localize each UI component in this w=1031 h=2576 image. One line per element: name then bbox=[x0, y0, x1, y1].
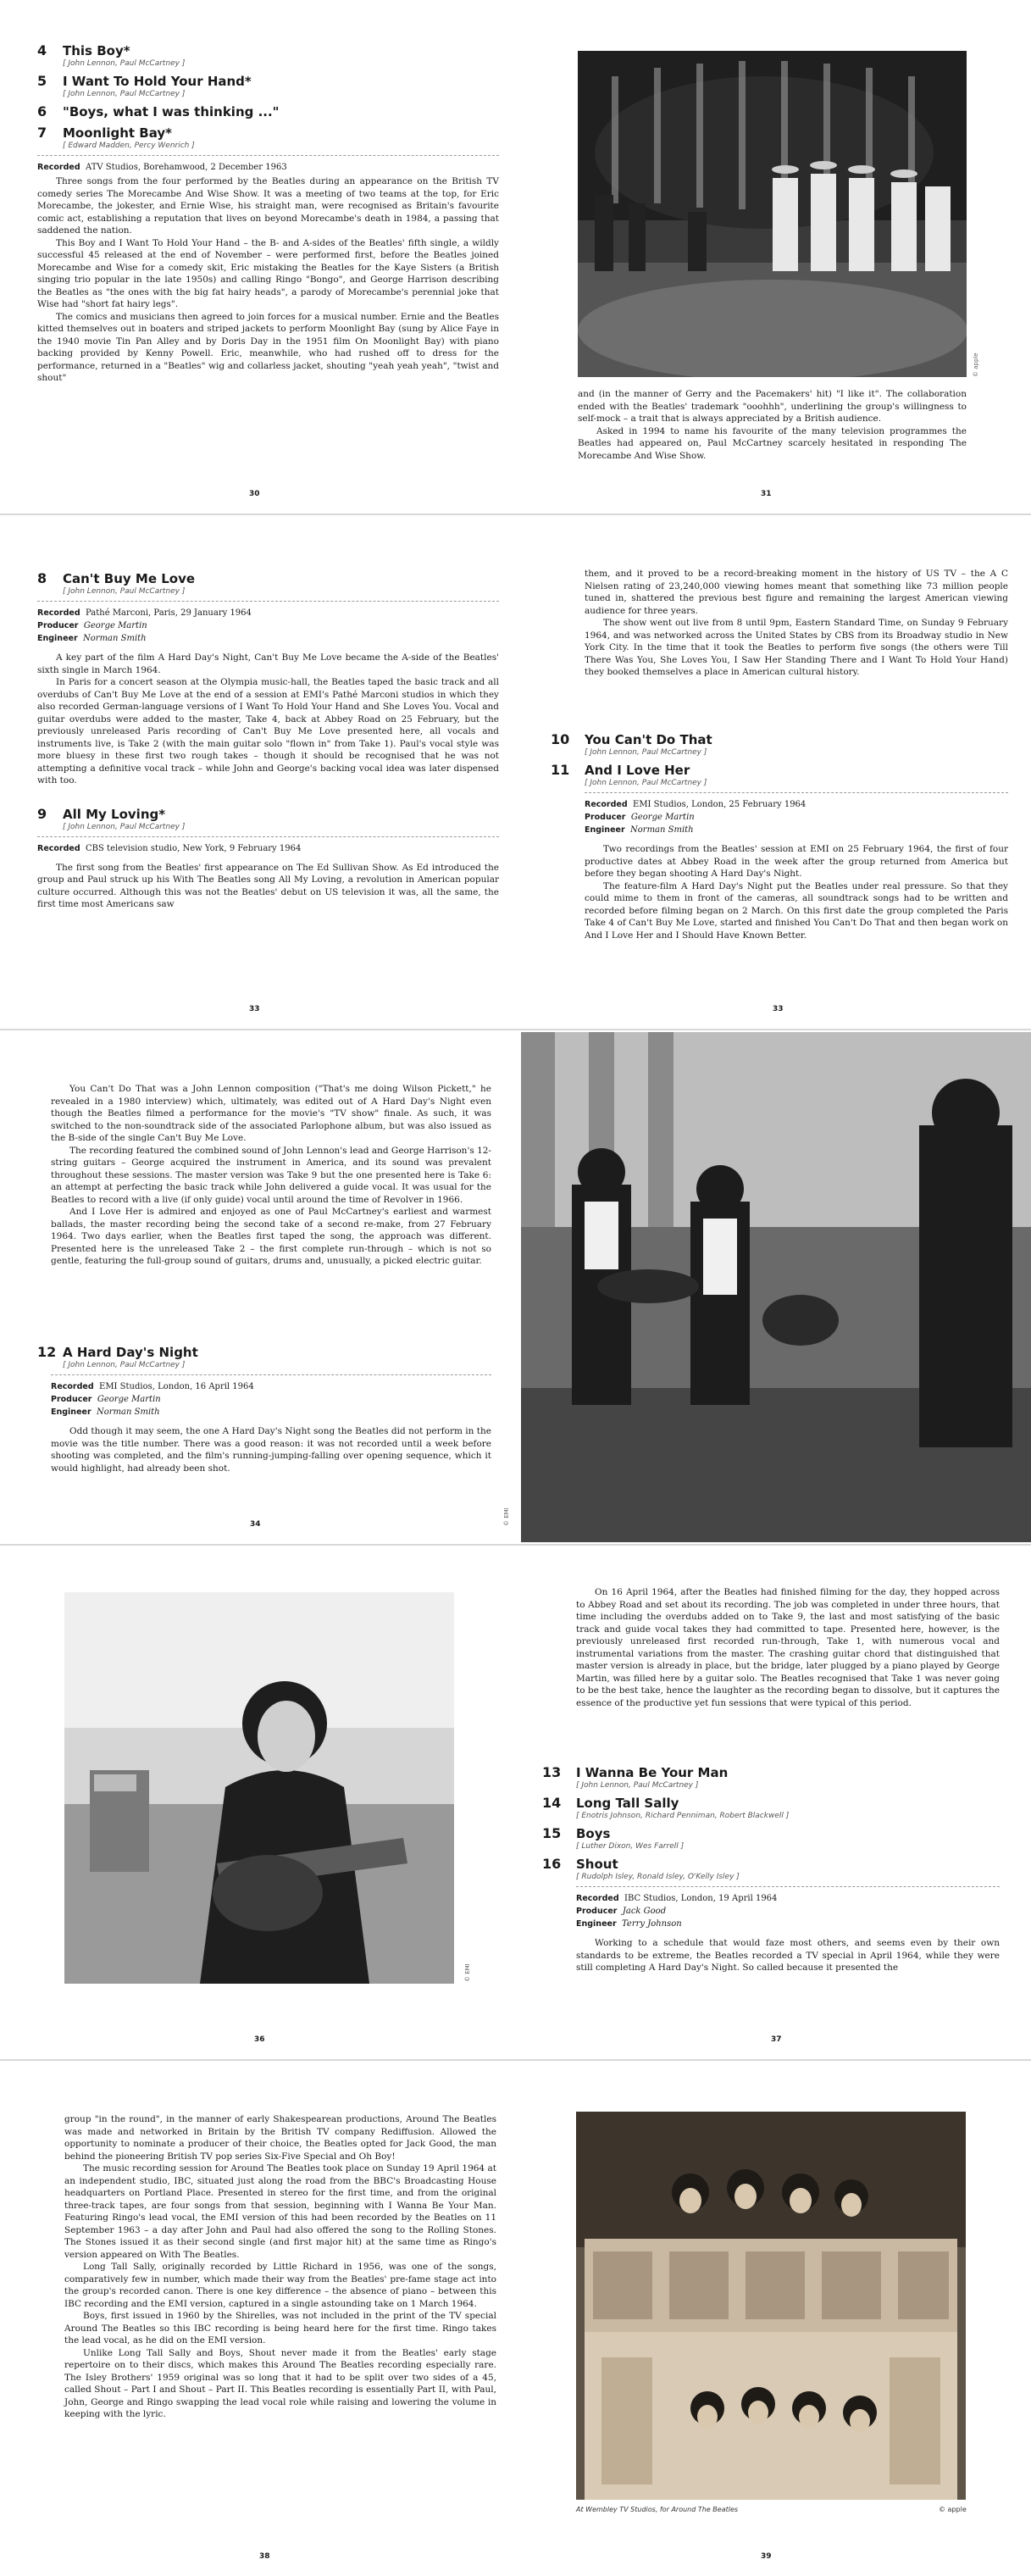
recording-meta bbox=[37, 842, 499, 855]
track-item bbox=[37, 73, 499, 98]
page-32 bbox=[37, 515, 499, 1029]
track-number: 13 bbox=[542, 1764, 562, 1780]
track-number: 15 bbox=[542, 1825, 562, 1841]
meta-value: Norman Smith bbox=[83, 634, 147, 643]
track-credit: [ Luther Dixon, Wes Farrell ] bbox=[576, 1842, 685, 1851]
track-item bbox=[542, 1825, 1000, 1851]
body-text bbox=[578, 388, 967, 462]
track-8 bbox=[37, 570, 499, 596]
meta-value: Pathé Marconi, Paris, 29 January 1964 bbox=[86, 608, 252, 618]
meta-line bbox=[576, 1892, 1000, 1905]
meta-line bbox=[37, 842, 499, 855]
track-title: Can't Buy Me Love bbox=[63, 571, 196, 586]
meta-line bbox=[585, 811, 1008, 824]
meta-value: CBS television studio, New York, 9 February 1964 bbox=[86, 843, 302, 853]
meta-value: EMI Studios, London, 25 February 1964 bbox=[633, 800, 807, 809]
track-title: Shout bbox=[576, 1857, 618, 1872]
paragraph: The first song from the Beatles' first appearance on The Ed Sullivan Show. As Ed introduced the group and Paul struck up his With The Beatles song All My Loving, a revolution in American popular culture occurred. Although this was not the Beatles' debut on US television it was, all the same, the first time most Americans saw bbox=[37, 862, 499, 909]
track-11 bbox=[551, 762, 1008, 787]
meta-value: Terry Johnson bbox=[622, 1919, 682, 1929]
track-credit: [ John Lennon, Paul McCartney ] bbox=[63, 90, 186, 98]
paragraph: Boys, first issued in 1960 by the Shirelles, was not included in the print of the TV special Around The Beatles so this IBC recording is being heard here for the first time. Ringo takes the lead vocal, as he did on the EMI version. bbox=[64, 2311, 496, 2346]
recording-meta bbox=[37, 607, 499, 645]
body-text bbox=[51, 1083, 491, 1268]
meta-line bbox=[585, 824, 1008, 836]
paragraph: group "in the round", in the manner of early Shakespearean productions, Around The Beatles was made and networked in Britain by the British TV company Rediffusion. Allowed the opportunity to nominate a producer of their choice, the Beatles opted for Jack Good, the man behind the pioneering British TV pop series Six-Five Special and Oh Boy! bbox=[64, 2114, 496, 2162]
paragraph: On 16 April 1964, after the Beatles had finished filming for the day, they hopped across to Abbey Road and set about its recording. The job was completed in under three hours, that time including the overdubs added on to Take 9, the last and most satisfying of the basic track and guide vocal takes they had committed to tape. Presented here, however, is the previously unreleased first recorded run-through, Take 1, with numerous vocal and instrumental variations from the master. The crashing guitar chord that distinguished that master version is already in place, but the bridge, later plugged by a piano played by George Martin, was filled here by a guitar solo. The Beatles recognised that Take 1 was never going to be the best take, hence the laughter as the recording began to dissolve, but it captures the essence of the productive yet fun sessions that were typical of this period. bbox=[576, 1587, 1000, 1708]
body-text bbox=[51, 1425, 491, 1474]
meta-value: Norman Smith bbox=[97, 1407, 160, 1417]
track-credit: [ John Lennon, Paul McCartney ] bbox=[576, 1781, 699, 1790]
track-title: This Boy* bbox=[63, 43, 130, 58]
track-number: 11 bbox=[551, 762, 570, 778]
spread-pages-32-33 bbox=[0, 515, 1031, 1030]
track-10 bbox=[551, 731, 1008, 757]
photo-credit: © EMI bbox=[503, 1507, 510, 1526]
track-item bbox=[37, 103, 499, 119]
recording-meta bbox=[51, 1380, 491, 1418]
meta-value: EMI Studios, London, 16 April 1964 bbox=[99, 1382, 254, 1391]
track-title: And I Love Her bbox=[585, 763, 690, 778]
track-credit: [ John Lennon, Paul McCartney ] bbox=[63, 59, 186, 68]
paragraph: The show went out live from 8 until 9pm, Eastern Standard Time, on Sunday 9 February 1964, and was networked across the United States by CBS from its Broadway studio in New York City. In the time that it took the Beatles to perform five songs (the others were Till There Was You, She Loves You, I Saw Her Standing There and I Want To Hold Your Hand) they booked themselves a place in American cultural history. bbox=[585, 618, 1008, 677]
paragraph: them, and it proved to be a record-breaking moment in the history of US TV – the A C Nielsen rating of 23,240,000 viewing homes meant that something like 73 million people tuned in, shattered the previous best figure and remaining the largest American viewing audience for three years. bbox=[585, 569, 1008, 616]
meta-value: Jack Good bbox=[622, 1907, 667, 1916]
body-text bbox=[64, 2113, 496, 2421]
paragraph: The comics and musicians then agreed to join forces for a musical number. Ernie and the Beatles kitted themselves out in boaters and striped jackets to perform Moonlight Bay (sung by Alice Faye in the 1940 movie Tin Pan Alley and by Doris Day in the 1951 film On Moonlight Bay) with piano backing provided by Kenny Powell. Eric, meanwhile, who had rushed off to dress for the performance, returned in a "Beatles" wig and collarless jacket, shouting "yeah yeah yeah", "twist and shout" bbox=[37, 311, 499, 383]
page-38 bbox=[64, 2061, 505, 2576]
recording-meta bbox=[585, 798, 1008, 836]
recording-meta: Recorded ATV Studios, Borehamwood, 2 December 1963 bbox=[37, 163, 287, 172]
track-credit: [ Enotris Johnson, Richard Penniman, Robert Blackwell ] bbox=[576, 1812, 790, 1820]
page-36 bbox=[0, 1546, 515, 2059]
track-title: A Hard Day's Night bbox=[63, 1345, 198, 1360]
track-credit: [ John Lennon, Paul McCartney ] bbox=[585, 779, 707, 787]
stage-photo-illustration bbox=[578, 51, 967, 377]
meta-label: Recorded bbox=[51, 1382, 94, 1391]
track-credit: [ John Lennon, Paul McCartney ] bbox=[585, 748, 707, 757]
track-title: I Wanna Be Your Man bbox=[576, 1765, 729, 1780]
meta-label: Producer bbox=[585, 813, 626, 822]
meta-label: Recorded bbox=[585, 800, 628, 809]
track-title: "Boys, what I was thinking ..." bbox=[63, 104, 280, 119]
body-text bbox=[585, 568, 1008, 679]
photo-beatles-morecambe-wise bbox=[578, 51, 967, 377]
spread-pages-36-37 bbox=[0, 1546, 1031, 2061]
meta-line bbox=[576, 1918, 1000, 1930]
track-item bbox=[37, 42, 499, 68]
paragraph: Odd though it may seem, the one A Hard Day's Night song the Beatles did not perform in the movie was the title number. There was a good reason: it was not recorded until a week before shooting was completed, and the film's running-jumping-falling over opening sequence, which it would highlight, had already been shot. bbox=[51, 1426, 491, 1474]
track-list bbox=[542, 1764, 1000, 1881]
body-text bbox=[585, 843, 1008, 941]
photo-credit: © apple bbox=[939, 2506, 967, 2513]
track-12 bbox=[37, 1344, 491, 1369]
track-list bbox=[37, 42, 499, 150]
photo-george-harrison bbox=[64, 1592, 454, 1984]
track-item bbox=[37, 125, 499, 150]
track-credit: [ John Lennon, Paul McCartney ] bbox=[63, 1361, 186, 1369]
track-number: 10 bbox=[551, 731, 570, 747]
paragraph: The feature-film A Hard Day's Night put the Beatles under real pressure. So that they could mime to them in front of the cameras, all soundtrack songs had to be written and recorded before filming began on 2 March. On this first date the group completed the Paris Take 4 of Can't Buy Me Love, started and finished You Can't Do That and then began work on And I Love Her and I Should Have Known Better. bbox=[585, 880, 1008, 941]
meta-line bbox=[51, 1406, 491, 1418]
page-number: 36 bbox=[254, 2035, 265, 2044]
track-title: Moonlight Bay* bbox=[63, 125, 173, 141]
spread-pages-38-39 bbox=[0, 2061, 1031, 2576]
paragraph: Asked in 1994 to name his favourite of the many television programmes the Beatles had appeared on, Paul McCartney scarcely hesitated in responding The Morecambe And Wise Show. bbox=[578, 425, 967, 461]
page-31 bbox=[532, 0, 1031, 514]
body-text bbox=[576, 1937, 1000, 1974]
paragraph: Long Tall Sally, originally recorded by Little Richard in 1956, was one of the songs, comparatively few in number, which made their way from the Beatles' pre-fame stage act into the group's recorded canon. There is one key difference – the absence of piano – between this IBC recording and the EMI version, captured in a single astounding take on 1 March 1964. bbox=[64, 2262, 496, 2309]
track-item bbox=[542, 1795, 1000, 1820]
track-number: 8 bbox=[37, 570, 47, 586]
page-34 bbox=[37, 1030, 500, 1544]
balcony-photo-illustration bbox=[576, 2112, 966, 2500]
studio-photo-illustration bbox=[521, 1032, 1031, 1542]
paragraph: Unlike Long Tall Sally and Boys, Shout never made it from the Beatles' early stage repertoire on to their discs, which makes this Around The Beatles recording especially rare. The Isley Brothers' 1959 original was so long that it had to be split over two sides of a 45, called Shout – Part I and Shout – Part II. This Beatles recording is essentially Part II, with Paul, John, George and Ringo swapping the lead vocal role while raising and lowering the volume in keeping with the lyric. bbox=[64, 2347, 496, 2419]
track-title: Long Tall Sally bbox=[576, 1796, 679, 1811]
track-credit: [ John Lennon, Paul McCartney ] bbox=[63, 587, 186, 596]
meta-label: Producer bbox=[37, 621, 79, 630]
page-33 bbox=[551, 515, 1012, 1029]
page-number: 31 bbox=[761, 490, 772, 498]
meta-value: George Martin bbox=[630, 813, 695, 822]
paragraph: This Boy and I Want To Hold Your Hand – the B- and A-sides of the Beatles' fifth single, a wildly successful 45 released at the end of November – were performed first, before the Beatles joined Morecambe and Wise for a comedy skit, Eric mistaking the Beatles for the Kaye Sisters (a British singing trio popular in the late 1950s) and calling Ringo "Bongo", and George Harrison describing the Beatles as "the ones with the big fat hairy heads", a parody of Morecambe's perennial joke that Wise had "short fat hairy legs". bbox=[37, 237, 499, 309]
meta-label: Producer bbox=[576, 1907, 618, 1916]
paragraph: And I Love Her is admired and enjoyed as one of Paul McCartney's earliest and warmest ballads, the master recording being the second take of a second re-make, from 27 February 1964. Two days earlier, when the Beatles first taped the song, the approach was different. Presented here is the unreleased Take 2 – the first complete run-through – which is not so gentle, featuring the full-group sound of guitars, drums and, unusually, a picked electric guitar. bbox=[51, 1207, 491, 1266]
meta-label: Recorded bbox=[576, 1894, 619, 1903]
track-title: Boys bbox=[576, 1826, 611, 1841]
paragraph: The recording featured the combined sound of John Lennon's lead and George Harrison's 12-string guitars – George acquired the instrument in America, and its sound was prevalent throughout these sessions. The master version was Take 9 but the one presented here is Take 6: an attempt at perfecting the basic track while John delivered a guide vocal. It was usual for the Beatles to record with a live (if only guide) vocal until around the time of Revolver in 1966. bbox=[51, 1145, 491, 1205]
body-text bbox=[576, 1586, 1000, 1709]
track-credit: [ Rudolph Isley, Ronald Isley, O'Kelly Isley ] bbox=[576, 1873, 740, 1881]
body-text bbox=[37, 652, 499, 787]
track-number: 7 bbox=[37, 125, 47, 141]
paragraph: The music recording session for Around The Beatles took place on Sunday 19 April 1964 at an independent studio, IBC, situated just along the road from the BBC's Broadcasting House headquarters on Portland Place. Presented in stereo for the first time, and from the original three-track tapes, are four songs from that session, beginning with I Wanna Be Your Man. Featuring Ringo's lead vocal, the EMI version of this had been recorded by the Beatles on 11 September 1963 – a day after John and Paul had also offered the song to the Rolling Stones. The Stones issued it as their second single (and first major hit) at the same time as Ringo's version appeared on With The Beatles. bbox=[64, 2163, 496, 2260]
photo-beatles-studio-session bbox=[521, 1032, 1031, 1542]
paragraph: and (in the manner of Gerry and the Pacemakers' hit) "I like it". The collaboration ended with the Beatles' trademark "ooohhh", underlining the group's willingness to self-mock – a trait that is always appreciated by a British audience. bbox=[578, 389, 967, 424]
page-number: 39 bbox=[761, 2552, 772, 2561]
body-text bbox=[37, 862, 499, 911]
photo-credit: © apple bbox=[973, 353, 979, 377]
track-title: All My Loving* bbox=[63, 806, 166, 822]
portrait-photo-illustration bbox=[64, 1592, 454, 1984]
photo-wembley-tv-studios bbox=[576, 2112, 966, 2500]
paragraph: You Can't Do That was a John Lennon composition ("That's me doing Wilson Pickett," he revealed in a 1980 interview) which, ultimately, was edited out of A Hard Day's Night even though the Beatles filmed a performance for the movie's "TV show" finale. As such, it was switched to the non-soundtrack side of the associated Parlophone album, but was also issued as the B-side of the single Can't Buy Me Love. bbox=[51, 1084, 491, 1143]
divider bbox=[51, 1374, 491, 1375]
paragraph: A key part of the film A Hard Day's Night, Can't Buy Me Love became the A-side of the Beatles' sixth single in March 1964. bbox=[37, 652, 499, 675]
page-number: 30 bbox=[249, 490, 260, 498]
divider bbox=[37, 601, 499, 602]
meta-label: Producer bbox=[51, 1395, 92, 1404]
track-credit: [ Edward Madden, Percy Wenrich ] bbox=[63, 142, 195, 150]
page-39 bbox=[576, 2061, 1017, 2576]
meta-line bbox=[37, 619, 499, 632]
paragraph: In Paris for a concert season at the Olympia music-hall, the Beatles taped the basic track and all overdubs of Can't Buy Me Love at the end of a session at EMI's Pathé Marconi studios in which they also recorded German-language versions of I Want To Hold Your Hand and She Loves You. Vocal and guitar overdubs were added to the master, Take 4, back at Abbey Road on 25 February, but the previously unreleased Paris recording of Can't Buy Me Love presented here, all vocals and instruments live, is Take 2 (with the main guitar solo "flown in" from Take 1). Paul's vocal style was more bluesy in these first two rough takes – though it should be recognised that he was not attempting a definitive vocal track – while John and George's backing vocal idea was later dispensed with too. bbox=[37, 677, 499, 786]
track-9 bbox=[37, 806, 499, 831]
body-text bbox=[37, 175, 499, 385]
track-item bbox=[542, 1764, 1000, 1790]
spread-pages-34-35 bbox=[0, 1030, 1031, 1546]
page-37 bbox=[542, 1546, 1017, 2059]
spread-pages-30-31 bbox=[0, 0, 1031, 515]
page-number: 37 bbox=[771, 2035, 782, 2044]
meta-label: Engineer bbox=[37, 634, 78, 643]
meta-line bbox=[37, 632, 499, 645]
track-number: 14 bbox=[542, 1795, 562, 1811]
track-title: I Want To Hold Your Hand* bbox=[63, 74, 252, 89]
photo-caption: At Wembley TV Studios, for Around The Beatles bbox=[576, 2506, 739, 2513]
meta-label: Engineer bbox=[585, 825, 625, 835]
meta-line bbox=[576, 1905, 1000, 1918]
page-number: 33 bbox=[773, 1005, 784, 1013]
meta-value: George Martin bbox=[83, 621, 147, 630]
meta-label: Engineer bbox=[51, 1407, 91, 1417]
page-number: 34 bbox=[250, 1520, 261, 1529]
divider bbox=[37, 155, 499, 156]
track-item bbox=[542, 1856, 1000, 1881]
paragraph: Two recordings from the Beatles' session at EMI on 25 February 1964, the first of four productive dates at Abbey Road in the week after the group returned from America but before they began shooting A Hard Day's Night. bbox=[585, 844, 1008, 879]
paragraph: Three songs from the four performed by the Beatles during an appearance on the British TV comedy series The Morecambe And Wise Show. It was a meeting of two teams at the top, for Eric Morecambe, the jokester, and Ernie Wise, his straight man, were recognised as Britain's favourite comic act, establishing a reputation that lives on beyond Morecambe's death in 1984, a passing that saddened the nation. bbox=[37, 176, 499, 236]
meta-line bbox=[51, 1380, 491, 1393]
track-number: 16 bbox=[542, 1856, 562, 1872]
meta-value: George Martin bbox=[97, 1395, 161, 1404]
paragraph: Working to a schedule that would faze most others, and seems even by their own standards to be extreme, the Beatles recorded a TV special in April 1964, while they were still completing A Hard Day's Night. So called because it presented the bbox=[576, 1938, 1000, 1973]
page-number: 33 bbox=[249, 1005, 260, 1013]
meta-line bbox=[51, 1393, 491, 1406]
page-30 bbox=[37, 0, 499, 514]
track-number: 6 bbox=[37, 103, 47, 119]
track-number: 4 bbox=[37, 42, 47, 58]
track-credit: [ John Lennon, Paul McCartney ] bbox=[63, 822, 186, 831]
divider bbox=[37, 836, 499, 837]
track-number: 12 bbox=[37, 1344, 57, 1360]
meta-label: Recorded bbox=[37, 843, 80, 853]
divider bbox=[576, 1886, 1000, 1887]
meta-value: Norman Smith bbox=[630, 825, 694, 835]
recording-meta bbox=[576, 1892, 1000, 1930]
meta-label: Engineer bbox=[576, 1919, 617, 1929]
track-title: You Can't Do That bbox=[585, 732, 712, 747]
photo-credit: © EMI bbox=[464, 1963, 471, 1982]
track-number: 9 bbox=[37, 805, 47, 822]
track-number: 5 bbox=[37, 73, 47, 89]
page-number: 38 bbox=[259, 2552, 270, 2561]
meta-value: IBC Studios, London, 19 April 1964 bbox=[624, 1894, 778, 1903]
divider bbox=[585, 792, 1008, 793]
meta-label: Recorded bbox=[37, 608, 80, 618]
meta-line bbox=[37, 607, 499, 619]
meta-line bbox=[585, 798, 1008, 811]
